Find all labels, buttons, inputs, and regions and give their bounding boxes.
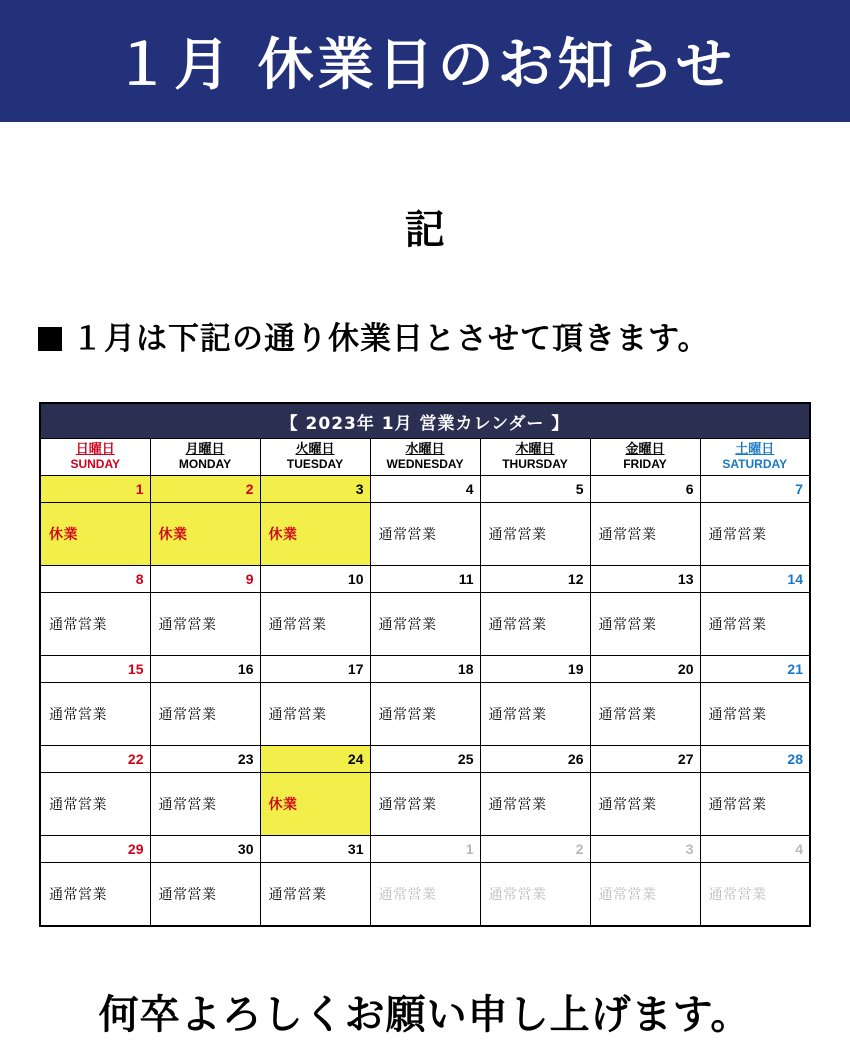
- status-open-label: 通常営業: [488, 527, 547, 543]
- status-open-label: 通常営業: [378, 797, 437, 813]
- status-closed-label: 休業: [49, 527, 78, 543]
- notice-body: [0, 313, 850, 358]
- calendar-day-number: 13: [590, 566, 700, 593]
- status-open-label: 通常営業: [598, 887, 657, 903]
- calendar-table: [39, 402, 811, 927]
- calendar-weekday-wednesday: [370, 439, 480, 476]
- status-open-label: 通常営業: [488, 617, 547, 633]
- calendar-status-row: [40, 503, 810, 566]
- status-open-label: 通常営業: [708, 527, 767, 543]
- calendar-weekday-friday: [590, 439, 700, 476]
- calendar-day-cell: [150, 593, 260, 656]
- calendar-number-row: [40, 746, 810, 773]
- calendar-number-row: [40, 836, 810, 863]
- status-open-label: 通常営業: [49, 887, 107, 903]
- status-open-label: 通常営業: [708, 887, 767, 903]
- calendar-weekday-saturday: [700, 439, 810, 476]
- status-open-label: 通常営業: [598, 707, 657, 723]
- weekday-label-en: MONDAY: [178, 456, 232, 471]
- calendar-day-number: 4: [370, 476, 480, 503]
- calendar-day-number: 11: [370, 566, 480, 593]
- calendar-day-cell: [40, 863, 150, 927]
- calendar-day-cell: [150, 503, 260, 566]
- weekday-label-jp: 日曜日: [75, 441, 115, 457]
- calendar-day-cell: [370, 773, 480, 836]
- calendar-day-cell: [590, 863, 700, 927]
- calendar-day-cell: [480, 773, 590, 836]
- black-square-icon: [38, 327, 62, 351]
- status-open-label: 通常営業: [268, 617, 327, 633]
- status-open-label: 通常営業: [378, 887, 437, 903]
- calendar-day-cell: [590, 773, 700, 836]
- weekday-label-jp: 月曜日: [185, 441, 225, 457]
- calendar-day-number: 3: [590, 836, 700, 863]
- calendar-status-row: [40, 683, 810, 746]
- calendar-day-number: 12: [480, 566, 590, 593]
- calendar-day-cell: [370, 683, 480, 746]
- calendar-number-row: [40, 566, 810, 593]
- calendar-title: 【 2023年 1月 営業カレンダー 】: [40, 403, 810, 439]
- calendar-day-number: 1: [370, 836, 480, 863]
- status-open-label: 通常営業: [49, 707, 107, 723]
- calendar-weekday-tuesday: [260, 439, 370, 476]
- calendar-day-number: 15: [40, 656, 150, 683]
- weekday-label-en: WEDNESDAY: [386, 456, 464, 471]
- status-closed-label: 休業: [268, 797, 298, 813]
- calendar-day-number: 22: [40, 746, 150, 773]
- calendar-body: [40, 476, 810, 927]
- calendar-day-cell: [150, 863, 260, 927]
- calendar-number-row: [40, 656, 810, 683]
- status-open-label: 通常営業: [378, 707, 437, 723]
- status-open-label: 通常営業: [49, 617, 107, 633]
- calendar-number-row: [40, 476, 810, 503]
- calendar-day-number: 3: [260, 476, 370, 503]
- calendar-weekday-monday: [150, 439, 260, 476]
- calendar-day-cell: [40, 503, 150, 566]
- status-open-label: 通常営業: [598, 797, 657, 813]
- notice-body-text: １月は下記の通り休業日とさせて頂きます。: [72, 321, 710, 357]
- calendar-day-cell: [40, 683, 150, 746]
- calendar-day-number: 8: [40, 566, 150, 593]
- calendar-day-number: 2: [150, 476, 260, 503]
- calendar-day-number: 9: [150, 566, 260, 593]
- header-banner: [0, 0, 850, 122]
- calendar-day-cell: [480, 593, 590, 656]
- weekday-label-en: SUNDAY: [70, 456, 121, 471]
- weekday-label-jp: 土曜日: [735, 441, 775, 457]
- status-open-label: 通常営業: [378, 617, 437, 633]
- calendar: [39, 402, 811, 927]
- weekday-label-en: FRIDAY: [623, 456, 667, 471]
- calendar-day-number: 7: [700, 476, 810, 503]
- status-open-label: 通常営業: [158, 707, 217, 723]
- calendar-day-number: 24: [260, 746, 370, 773]
- calendar-day-number: 2: [480, 836, 590, 863]
- calendar-day-number: 23: [150, 746, 260, 773]
- calendar-day-cell: [260, 683, 370, 746]
- status-open-label: 通常営業: [708, 707, 767, 723]
- status-open-label: 通常営業: [378, 527, 437, 543]
- status-open-label: 通常営業: [598, 527, 657, 543]
- status-open-label: 通常営業: [49, 797, 107, 813]
- calendar-day-number: 30: [150, 836, 260, 863]
- calendar-day-number: 18: [370, 656, 480, 683]
- calendar-status-row: [40, 593, 810, 656]
- status-closed-label: 休業: [158, 527, 188, 543]
- status-open-label: 通常営業: [598, 617, 657, 633]
- status-open-label: 通常営業: [488, 707, 547, 723]
- calendar-day-number: 6: [590, 476, 700, 503]
- calendar-status-row: [40, 863, 810, 927]
- status-open-label: 通常営業: [488, 797, 547, 813]
- calendar-day-cell: [590, 683, 700, 746]
- status-open-label: 通常営業: [268, 707, 327, 723]
- status-closed-label: 休業: [268, 527, 298, 543]
- calendar-day-cell: [370, 863, 480, 927]
- calendar-day-number: 25: [370, 746, 480, 773]
- weekday-label-en: SATURDAY: [722, 456, 788, 471]
- status-open-label: 通常営業: [488, 887, 547, 903]
- weekday-label-jp: 木曜日: [515, 441, 555, 457]
- calendar-day-cell: [260, 503, 370, 566]
- status-open-label: 通常営業: [158, 797, 217, 813]
- calendar-day-number: 28: [700, 746, 810, 773]
- calendar-day-cell: [260, 593, 370, 656]
- status-open-label: 通常営業: [158, 887, 217, 903]
- calendar-day-number: 10: [260, 566, 370, 593]
- status-open-label: 通常営業: [708, 617, 767, 633]
- calendar-day-cell: [480, 683, 590, 746]
- calendar-day-cell: [700, 683, 810, 746]
- page-title: １月 休業日のお知らせ: [114, 33, 736, 98]
- notice-heading: 記: [405, 207, 445, 253]
- calendar-day-cell: [700, 863, 810, 927]
- calendar-day-cell: [590, 593, 700, 656]
- calendar-day-cell: [150, 683, 260, 746]
- calendar-day-cell: [370, 593, 480, 656]
- calendar-day-number: 31: [260, 836, 370, 863]
- weekday-label-jp: 金曜日: [625, 441, 665, 457]
- calendar-day-number: 14: [700, 566, 810, 593]
- calendar-day-number: 29: [40, 836, 150, 863]
- calendar-day-cell: [700, 593, 810, 656]
- calendar-day-number: 5: [480, 476, 590, 503]
- weekday-label-en: THURSDAY: [502, 456, 568, 471]
- calendar-status-row: [40, 773, 810, 836]
- calendar-weekday-row: [40, 439, 810, 476]
- calendar-day-cell: [700, 773, 810, 836]
- calendar-day-cell: [700, 503, 810, 566]
- status-open-label: 通常営業: [268, 887, 327, 903]
- calendar-day-cell: [590, 503, 700, 566]
- calendar-day-cell: [260, 863, 370, 927]
- calendar-day-number: 17: [260, 656, 370, 683]
- weekday-label-en: TUESDAY: [286, 456, 344, 471]
- calendar-day-cell: [40, 773, 150, 836]
- calendar-day-cell: [480, 863, 590, 927]
- calendar-day-number: 21: [700, 656, 810, 683]
- status-open-label: 通常営業: [708, 797, 767, 813]
- footer-message: 何卒よろしくお願い申し上げます。: [98, 992, 752, 1038]
- calendar-day-cell: [150, 773, 260, 836]
- calendar-weekday-thursday: [480, 439, 590, 476]
- calendar-day-number: 19: [480, 656, 590, 683]
- calendar-day-number: 4: [700, 836, 810, 863]
- calendar-day-number: 27: [590, 746, 700, 773]
- calendar-day-cell: [260, 773, 370, 836]
- status-open-label: 通常営業: [158, 617, 217, 633]
- calendar-day-number: 1: [40, 476, 150, 503]
- calendar-day-number: 20: [590, 656, 700, 683]
- calendar-day-number: 16: [150, 656, 260, 683]
- calendar-day-cell: [370, 503, 480, 566]
- weekday-label-jp: 火曜日: [295, 441, 335, 457]
- weekday-label-jp: 水曜日: [405, 441, 445, 457]
- calendar-day-cell: [480, 503, 590, 566]
- calendar-day-number: 26: [480, 746, 590, 773]
- calendar-weekday-sunday: [40, 439, 150, 476]
- calendar-day-cell: [40, 593, 150, 656]
